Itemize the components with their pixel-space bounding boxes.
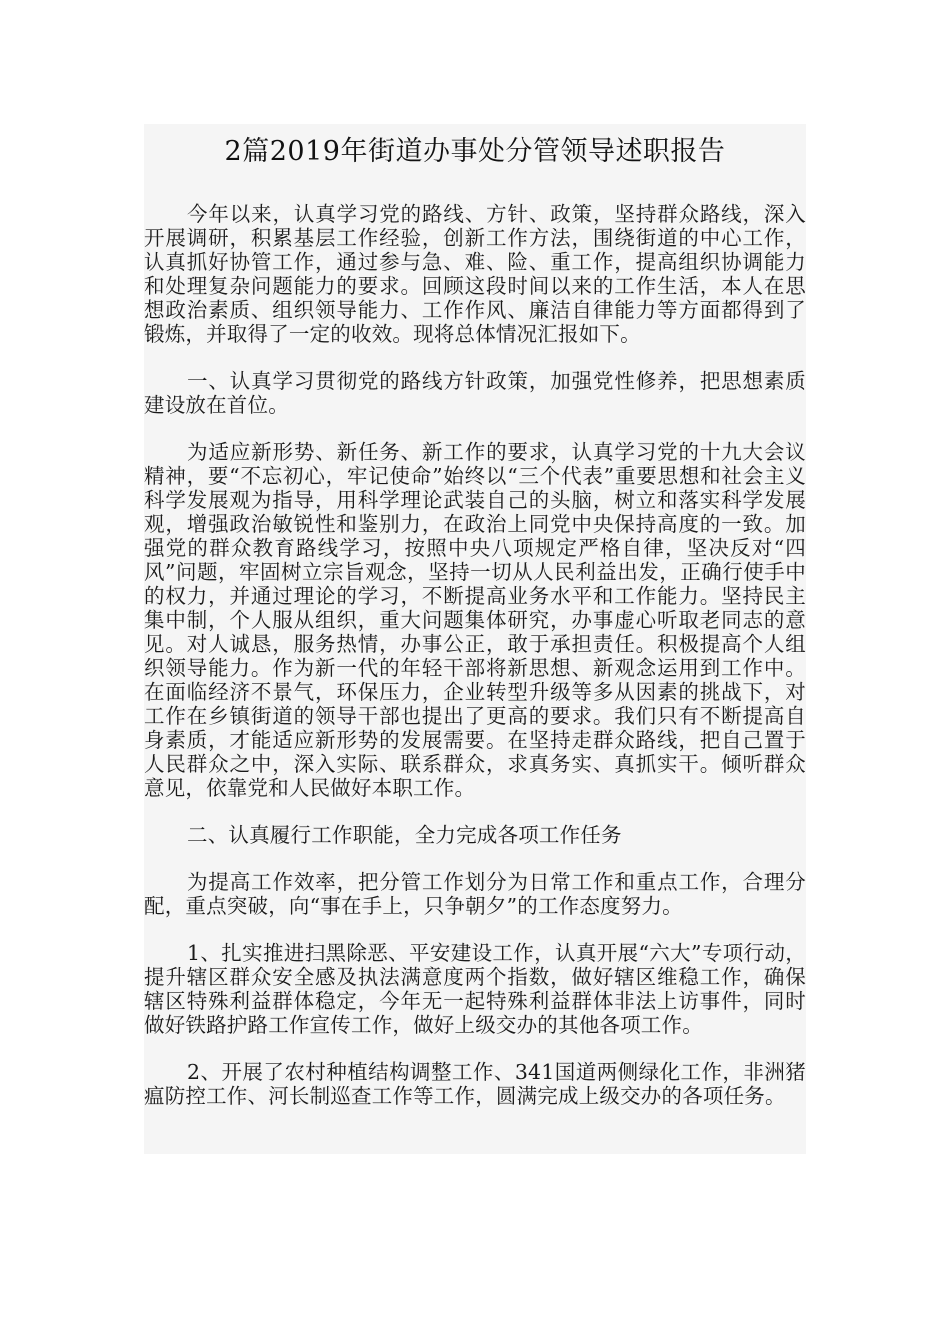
section-heading-2: 二、认真履行工作职能，全力完成各项工作任务 — [187, 823, 622, 847]
paragraph-intro: 今年以来，认真学习党的路线、方针、政策，坚持群众路线，深入开展调研，积累基层工作经验，创新工作方法，围绕街道的中心工作，认真抓好协管工作，通过参与急、难、险、重工作，提高组织协调能力和处理复杂问题能力的要求。回顾这段时间以来的工作生活，本人在思想政治素质、组织领导能力、工作作风、廉洁自律能力等方面都得到了锻炼，并取得了一定的收效。现将总体情况汇报如下。 — [144, 202, 806, 346]
section-heading-1: 一、认真学习贯彻党的路线方针政策，加强党性修养，把思想素质建设放在首位。 — [144, 369, 806, 417]
document-page — [144, 124, 806, 1154]
document-title: 2篇2019年街道办事处分管领导述职报告 — [224, 136, 726, 167]
list-item-2: 2、开展了农村种植结构调整工作、341国道两侧绿化工作，非洲猪瘟防控工作、河长制巡查工作等工作，圆满完成上级交办的各项任务。 — [144, 1060, 806, 1108]
document-body — [144, 202, 806, 1108]
paragraph-section-2: 为提高工作效率，把分管工作划分为日常工作和重点工作，合理分配，重点突破，向“事在手上，只争朝夕”的工作态度努力。 — [144, 870, 806, 918]
paragraph-section-1: 为适应新形势、新任务、新工作的要求，认真学习党的十九大会议精神，要“不忘初心，牢记使命”始终以“三个代表”重要思想和社会主义科学发展观为指导，用科学理论武装自己的头脑，树立和落实科学发展观，增强政治敏锐性和鉴别力，在政治上同党中央保持高度的一致。加强党的群众教育路线学习，按照中央八项规定严格自律，坚决反对“四风”问题，牢固树立宗旨观念，坚持一切从人民利益出发，正确行使手中的权力，并通过理论的学习，不断提高业务水平和工作能力。坚持民主集中制，个人服从组织，重大问题集体研究，办事虚心听取老同志的意见。对人诚恳，服务热情，办事公正，敢于承担责任。积极提高个人组织领导能力。作为新一代的年轻干部将新思想、新观念运用到工作中。在面临经济不景气，环保压力，企业转型升级等多从因素的挑战下，对工作在乡镇街道的领导干部也提出了更高的要求。我们只有不断提高自身素质，才能适应新形势的发展需要。在坚持走群众路线，把自己置于人民群众之中，深入实际、联系群众，求真务实、真抓实干。倾听群众意见，依靠党和人民做好本职工作。 — [144, 440, 806, 800]
list-item-1: 1、扎实推进扫黑除恶、平安建设工作，认真开展“六大”专项行动，提升辖区群众安全感及执法满意度两个指数，做好辖区维稳工作，确保辖区特殊利益群体稳定，今年无一起特殊利益群体非法上访事件，同时做好铁路护路工作宣传工作，做好上级交办的其他各项工作。 — [144, 941, 806, 1037]
